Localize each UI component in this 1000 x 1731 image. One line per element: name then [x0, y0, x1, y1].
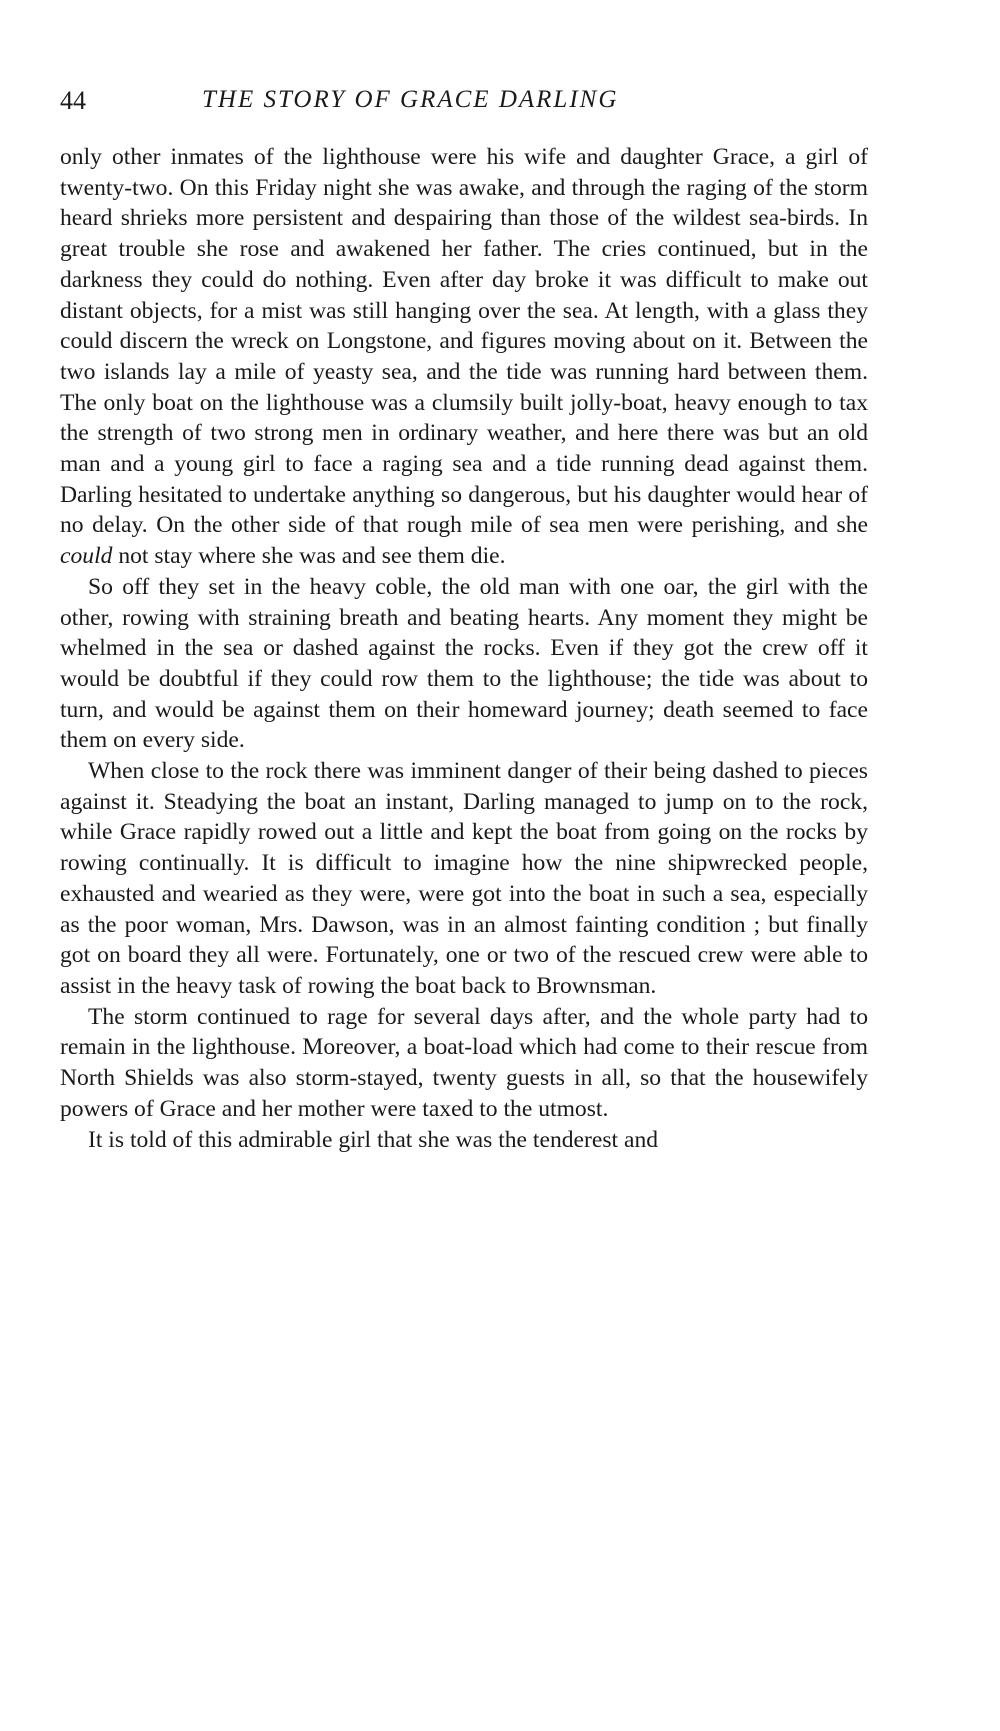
page-header [60, 82, 868, 122]
paragraph-3: When close to the rock there was imminent danger of their being dashed to pieces against it. Steadying the boat an instant, Darling managed to jump on to the rock, while Grace rapidly rowed out a little and kept the boat from going on the rocks by rowing continually. It is difficult to imagine how the nine shipwrecked people, exhausted and wearied as they were, were got into the boat in such a sea, especially as the poor woman, Mrs. Dawson, was in an almost fainting condition ; but finally got on board they all were. Fortunately, one or two of the rescued crew were able to assist in the heavy task of rowing the boat back to Brownsman. [60, 758, 868, 999]
paragraph-1-text-before: only other inmates of the lighthouse were his wife and daughter Grace, a girl of twenty-two. On this Friday night she was awake, and through the raging of the storm heard shrieks more persistent and despairing than those of the wildest sea-birds. In great trouble she rose and awakened her father. The cries continued, but in the darkness they could do nothing. Even after day broke it was difficult to make out distant objects, for a mist was still hanging over the sea. At length, with a glass they could discern the wreck on Longstone, and figures moving about on it. Between the two islands lay a mile of yeasty sea, and the tide was running hard between them. The only boat on the lighthouse was a clumsily built jolly-boat, heavy enough to tax the strength of two strong men in ordinary weather, and here there was but an old man and a young girl to face a raging sea and a tide running dead against them. Darling hesitated to undertake anything so dangerous, but his daughter would hear of no delay. On the other side of that rough mile of sea men were perishing, and she [60, 144, 868, 539]
emphasis-could: could [60, 543, 113, 570]
paragraph-4: The storm continued to rage for several days after, and the whole party had to remain in the lighthouse. Moreover, a boat-load which had come to their rescue from North Shields was also storm-stayed, twenty guests in all, so that the housewifely powers of Grace and her mother were taxed to the utmost. [60, 1003, 868, 1122]
paragraph-1-text-after: not stay where she was and see them die. [112, 543, 506, 570]
paragraph-1 [60, 142, 868, 572]
paragraph-2: So off they set in the heavy coble, the old man with one oar, the girl with the other, rowing with straining breath and beating hearts. Any moment they might be whelmed in the sea or dashed against the rocks. Even if they got the crew off it would be doubtful if they could row them to the lighthouse; the tide was about to turn, and would be against them on their homeward journey; death seemed to face them on every side. [60, 573, 868, 754]
page-number: 44 [60, 86, 86, 115]
body-text [60, 142, 868, 1155]
paragraph-5: It is told of this admirable girl that she was the tenderest and [88, 1126, 659, 1153]
running-title: THE STORY OF GRACE DARLING [202, 86, 619, 113]
book-page [60, 82, 868, 1155]
